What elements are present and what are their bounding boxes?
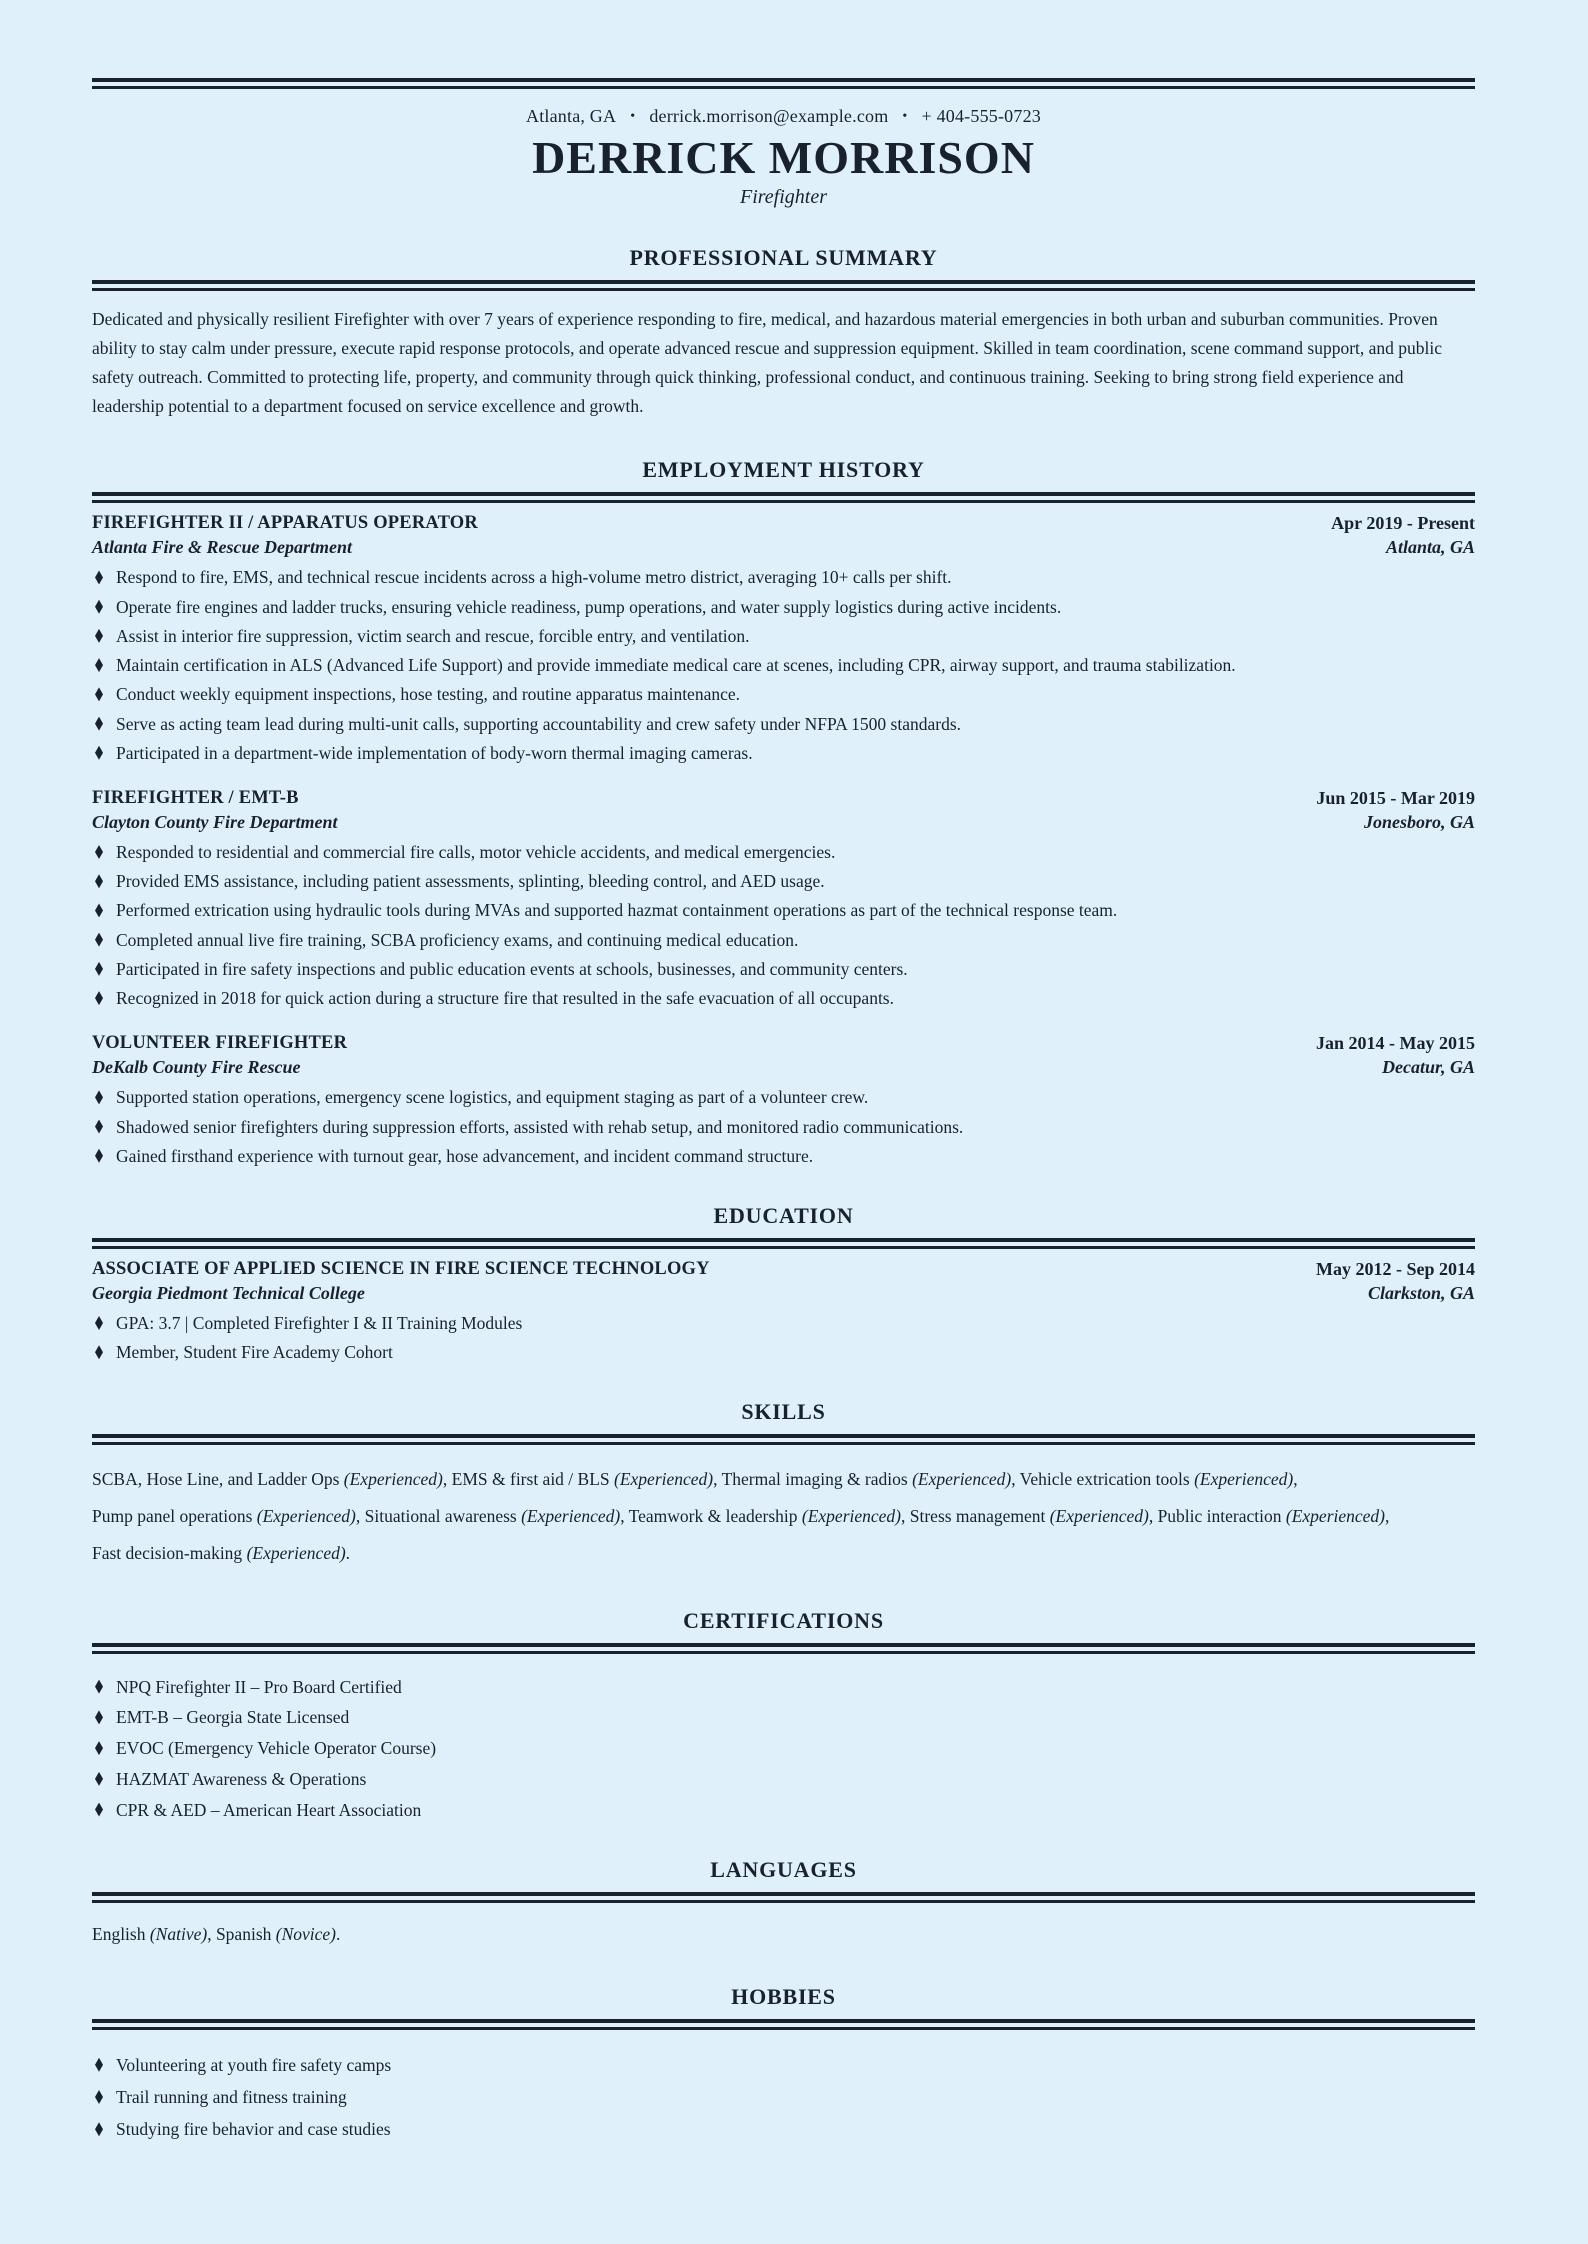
skill-item: Pump panel operations (Experienced), — [92, 1506, 361, 1527]
bullet-text: Shadowed senior firefighters during suppression efforts, assisted with rehab setup, and monitored radio communications. — [116, 1116, 964, 1137]
job-left — [92, 788, 338, 833]
diamond-bullet-icon — [95, 687, 103, 701]
bullet-text: CPR & AED – American Heart Association — [116, 1799, 422, 1820]
diamond-bullet-icon — [95, 1710, 103, 1724]
bullet-item — [92, 683, 1475, 705]
job-entry — [92, 513, 1475, 764]
education-dates: May 2012 - Sep 2014 — [1316, 1258, 1475, 1279]
bullet-text: HAZMAT Awareness & Operations — [116, 1768, 367, 1789]
bullet-item — [92, 2118, 1475, 2140]
education-left — [92, 1259, 710, 1304]
job-entry — [92, 1033, 1475, 1167]
diamond-bullet-icon — [95, 874, 103, 888]
job-right — [1296, 1033, 1475, 1078]
job-bullets — [92, 1086, 1475, 1167]
bullet-text: GPA: 3.7 | Completed Firefighter I & II Training Modules — [116, 1312, 523, 1333]
bullet-text: Member, Student Fire Academy Cohort — [116, 1342, 393, 1363]
job-company: Clayton County Fire Department — [92, 812, 338, 833]
bullet-item — [92, 1312, 1475, 1334]
bullet-item — [92, 566, 1475, 588]
bullet-item — [92, 654, 1475, 676]
section-heading-summary: PROFESSIONAL SUMMARY — [629, 245, 938, 271]
summary-paragraph: Dedicated and physically resilient Firefighter with over 7 years of experience responding to fire, medical, and hazardous material emergencies in both urban and suburban communities. Proven ability to stay calm under pressure, execute rapid response protocols, and operate advanced rescue and suppression equipment. Skilled in team coordination, scene command support, and public safety outreach. Committed to protecting life, property, and community through quick thinking, professional conduct, and continuous training. Seeking to bring strong field experience and leadership potential to a department focused on service excellence and growth. — [92, 309, 1443, 417]
skill-item: Public interaction (Experienced), — [1157, 1506, 1390, 1527]
bullet-item — [92, 1086, 1475, 1108]
bullet-text: EVOC (Emergency Vehicle Operator Course) — [116, 1738, 437, 1759]
certifications-list — [92, 1676, 1475, 1821]
diamond-bullet-icon — [95, 1090, 103, 1104]
bullet-text: Conduct weekly equipment inspections, hose testing, and routine apparatus maintenance. — [116, 684, 741, 705]
section-skills — [92, 1399, 1475, 1571]
bullet-item — [92, 742, 1475, 764]
skill-item: Fast decision-making (Experienced). — [92, 1542, 351, 1563]
diamond-bullet-icon — [95, 600, 103, 614]
diamond-bullet-icon — [95, 1741, 103, 1755]
diamond-bullet-icon — [95, 658, 103, 672]
job-title: FIREFIGHTER / EMT-B — [92, 788, 299, 809]
bullet-item — [92, 1116, 1475, 1138]
skill-item: SCBA, Hose Line, and Ladder Ops (Experienced), — [92, 1469, 448, 1490]
job-company: DeKalb County Fire Rescue — [92, 1057, 301, 1078]
contact-location: Atlanta, GA — [526, 106, 617, 126]
skill-item: Vehicle extrication tools (Experienced), — [1019, 1469, 1298, 1490]
bullet-text: NPQ Firefighter II – Pro Board Certified — [116, 1676, 402, 1697]
education-right — [1296, 1259, 1475, 1304]
diamond-bullet-icon — [95, 933, 103, 947]
skill-item: Thermal imaging & radios (Experienced), — [721, 1469, 1016, 1490]
bullet-item — [92, 899, 1475, 921]
section-divider — [92, 492, 1475, 503]
hobbies-list — [92, 2054, 1475, 2141]
job-bullets — [92, 841, 1475, 1009]
diamond-bullet-icon — [95, 1772, 103, 1786]
languages-list — [92, 1920, 1475, 1948]
diamond-bullet-icon — [95, 2090, 103, 2104]
bullet-item — [92, 596, 1475, 618]
section-heading-employment: EMPLOYMENT HISTORY — [642, 457, 925, 483]
job-title: FIREFIGHTER II / APPARATUS OPERATOR — [92, 513, 478, 534]
bullet-item — [92, 1799, 1475, 1821]
language-item: Spanish (Novice). — [215, 1923, 341, 1944]
bullet-text: Participated in a department-wide implementation of body-worn thermal imaging cameras. — [116, 742, 753, 763]
bullet-text: Participated in fire safety inspections and public education events at schools, businesses, and community centers. — [116, 958, 908, 979]
bullet-text: Completed annual live fire training, SCBA proficiency exams, and continuing medical education. — [116, 929, 799, 950]
section-employment-history — [92, 457, 1475, 1167]
section-heading-certifications: CERTIFICATIONS — [683, 1607, 884, 1633]
bullet-item — [92, 841, 1475, 863]
bullet-item — [92, 625, 1475, 647]
diamond-bullet-icon — [95, 2058, 103, 2072]
bullet-item — [92, 987, 1475, 1009]
job-company: Atlanta Fire & Rescue Department — [92, 537, 353, 558]
skill-item: Stress management (Experienced), — [909, 1506, 1154, 1527]
diamond-bullet-icon — [95, 2122, 103, 2136]
bullet-text: Recognized in 2018 for quick action during a structure fire that resulted in the safe evacuation of all occupants. — [116, 988, 894, 1009]
section-professional-summary — [92, 245, 1475, 421]
diamond-bullet-icon — [95, 746, 103, 760]
bullet-text: Respond to fire, EMS, and technical rescue incidents across a high-volume metro district, averaging 10+ calls per shift. — [116, 567, 952, 588]
bullet-item — [92, 2086, 1475, 2108]
education-degree: ASSOCIATE OF APPLIED SCIENCE IN FIRE SCIENCE TECHNOLOGY — [92, 1258, 710, 1279]
diamond-bullet-icon — [95, 570, 103, 584]
bullet-text: Volunteering at youth fire safety camps — [116, 2054, 392, 2075]
bullet-item — [92, 958, 1475, 980]
skill-item: EMS & first aid / BLS (Experienced), — [451, 1469, 718, 1490]
diamond-bullet-icon — [95, 845, 103, 859]
language-item: English (Native), — [92, 1923, 212, 1944]
section-heading-languages: LANGUAGES — [710, 1856, 857, 1882]
section-heading-skills: SKILLS — [741, 1399, 826, 1425]
job-dates: Apr 2019 - Present — [1331, 513, 1475, 534]
skill-item: Situational awareness (Experienced), — [364, 1506, 625, 1527]
section-certifications — [92, 1608, 1475, 1821]
contact-line — [92, 106, 1475, 127]
diamond-bullet-icon — [95, 1680, 103, 1694]
job-location: Atlanta, GA — [1385, 537, 1475, 558]
job-left — [92, 513, 478, 558]
bullet-item — [92, 929, 1475, 951]
education-location: Clarkston, GA — [1367, 1282, 1475, 1303]
bullet-text: Studying fire behavior and case studies — [116, 2119, 391, 2140]
bullet-item — [92, 1706, 1475, 1728]
bullet-item — [92, 1768, 1475, 1790]
diamond-bullet-icon — [95, 1345, 103, 1359]
bullet-text: Assist in interior fire suppression, victim search and rescue, forcible entry, and ventilation. — [116, 625, 750, 646]
bullet-text: Maintain certification in ALS (Advanced Life Support) and provide immediate medical care at scenes, including CPR, airway support, and trauma stabilization. — [116, 655, 1236, 676]
section-hobbies — [92, 1984, 1475, 2141]
diamond-bullet-icon — [95, 717, 103, 731]
bullet-text: Trail running and fitness training — [116, 2086, 347, 2107]
bullet-text: Performed extrication using hydraulic tools during MVAs and supported hazmat containment operations as part of the technical response team. — [116, 900, 1118, 921]
section-divider — [92, 1238, 1475, 1249]
education-school: Georgia Piedmont Technical College — [92, 1282, 365, 1303]
job-right — [1296, 788, 1475, 833]
bullet-item — [92, 2054, 1475, 2076]
section-heading-education: EDUCATION — [713, 1202, 854, 1228]
education-bullets — [92, 1312, 1475, 1363]
contact-separator-dot: • — [902, 109, 908, 124]
job-location: Decatur, GA — [1381, 1057, 1475, 1078]
job-right — [1311, 513, 1475, 558]
job-dates: Jan 2014 - May 2015 — [1316, 1033, 1475, 1054]
candidate-job-title: Firefighter — [739, 186, 828, 209]
section-divider — [92, 280, 1475, 291]
skills-list — [92, 1461, 1475, 1571]
candidate-name: DERRICK MORRISON — [532, 132, 1035, 183]
bullet-item — [92, 1737, 1475, 1759]
diamond-bullet-icon — [95, 1149, 103, 1163]
bullet-text: Responded to residential and commercial fire calls, motor vehicle accidents, and medical emergencies. — [116, 842, 836, 863]
skill-item: Teamwork & leadership (Experienced), — [628, 1506, 906, 1527]
job-title: VOLUNTEER FIREFIGHTER — [92, 1033, 348, 1054]
job-bullets — [92, 566, 1475, 764]
section-divider — [92, 1434, 1475, 1445]
diamond-bullet-icon — [95, 991, 103, 1005]
bullet-text: Supported station operations, emergency scene logistics, and equipment staging as part of a volunteer crew. — [116, 1087, 869, 1108]
job-location: Jonesboro, GA — [1363, 812, 1475, 833]
section-divider — [92, 1892, 1475, 1903]
bullet-text: Operate fire engines and ladder trucks, ensuring vehicle readiness, pump operations, and water supply logistics during active incidents. — [116, 596, 1062, 617]
job-entry — [92, 788, 1475, 1009]
diamond-bullet-icon — [95, 629, 103, 643]
section-divider — [92, 2019, 1475, 2030]
job-left — [92, 1033, 347, 1078]
bullet-item — [92, 713, 1475, 735]
section-heading-hobbies: HOBBIES — [731, 1983, 836, 2009]
contact-separator-dot: • — [630, 109, 636, 124]
contact-email: derrick.morrison@example.com — [649, 106, 889, 126]
bullet-text: Gained firsthand experience with turnout gear, hose advancement, and incident command structure. — [116, 1145, 814, 1166]
diamond-bullet-icon — [95, 1803, 103, 1817]
bullet-text: Provided EMS assistance, including patient assessments, splinting, bleeding control, and AED usage. — [116, 871, 825, 892]
bullet-item — [92, 1676, 1475, 1698]
bullet-item — [92, 870, 1475, 892]
diamond-bullet-icon — [95, 1316, 103, 1330]
diamond-bullet-icon — [95, 1120, 103, 1134]
bullet-text: EMT-B – Georgia State Licensed — [116, 1707, 350, 1728]
section-divider — [92, 1643, 1475, 1654]
diamond-bullet-icon — [95, 962, 103, 976]
bullet-text: Serve as acting team lead during multi-unit calls, supporting accountability and crew safety under NFPA 1500 standards. — [116, 713, 961, 734]
diamond-bullet-icon — [95, 903, 103, 917]
section-education — [92, 1203, 1475, 1363]
education-entry — [92, 1259, 1475, 1363]
top-divider — [92, 78, 1475, 89]
contact-phone: + 404-555-0723 — [921, 106, 1041, 126]
job-dates: Jun 2015 - Mar 2019 — [1316, 788, 1475, 809]
bullet-item — [92, 1145, 1475, 1167]
jobs-list — [92, 513, 1475, 1167]
bullet-item — [92, 1341, 1475, 1363]
section-languages — [92, 1857, 1475, 1948]
